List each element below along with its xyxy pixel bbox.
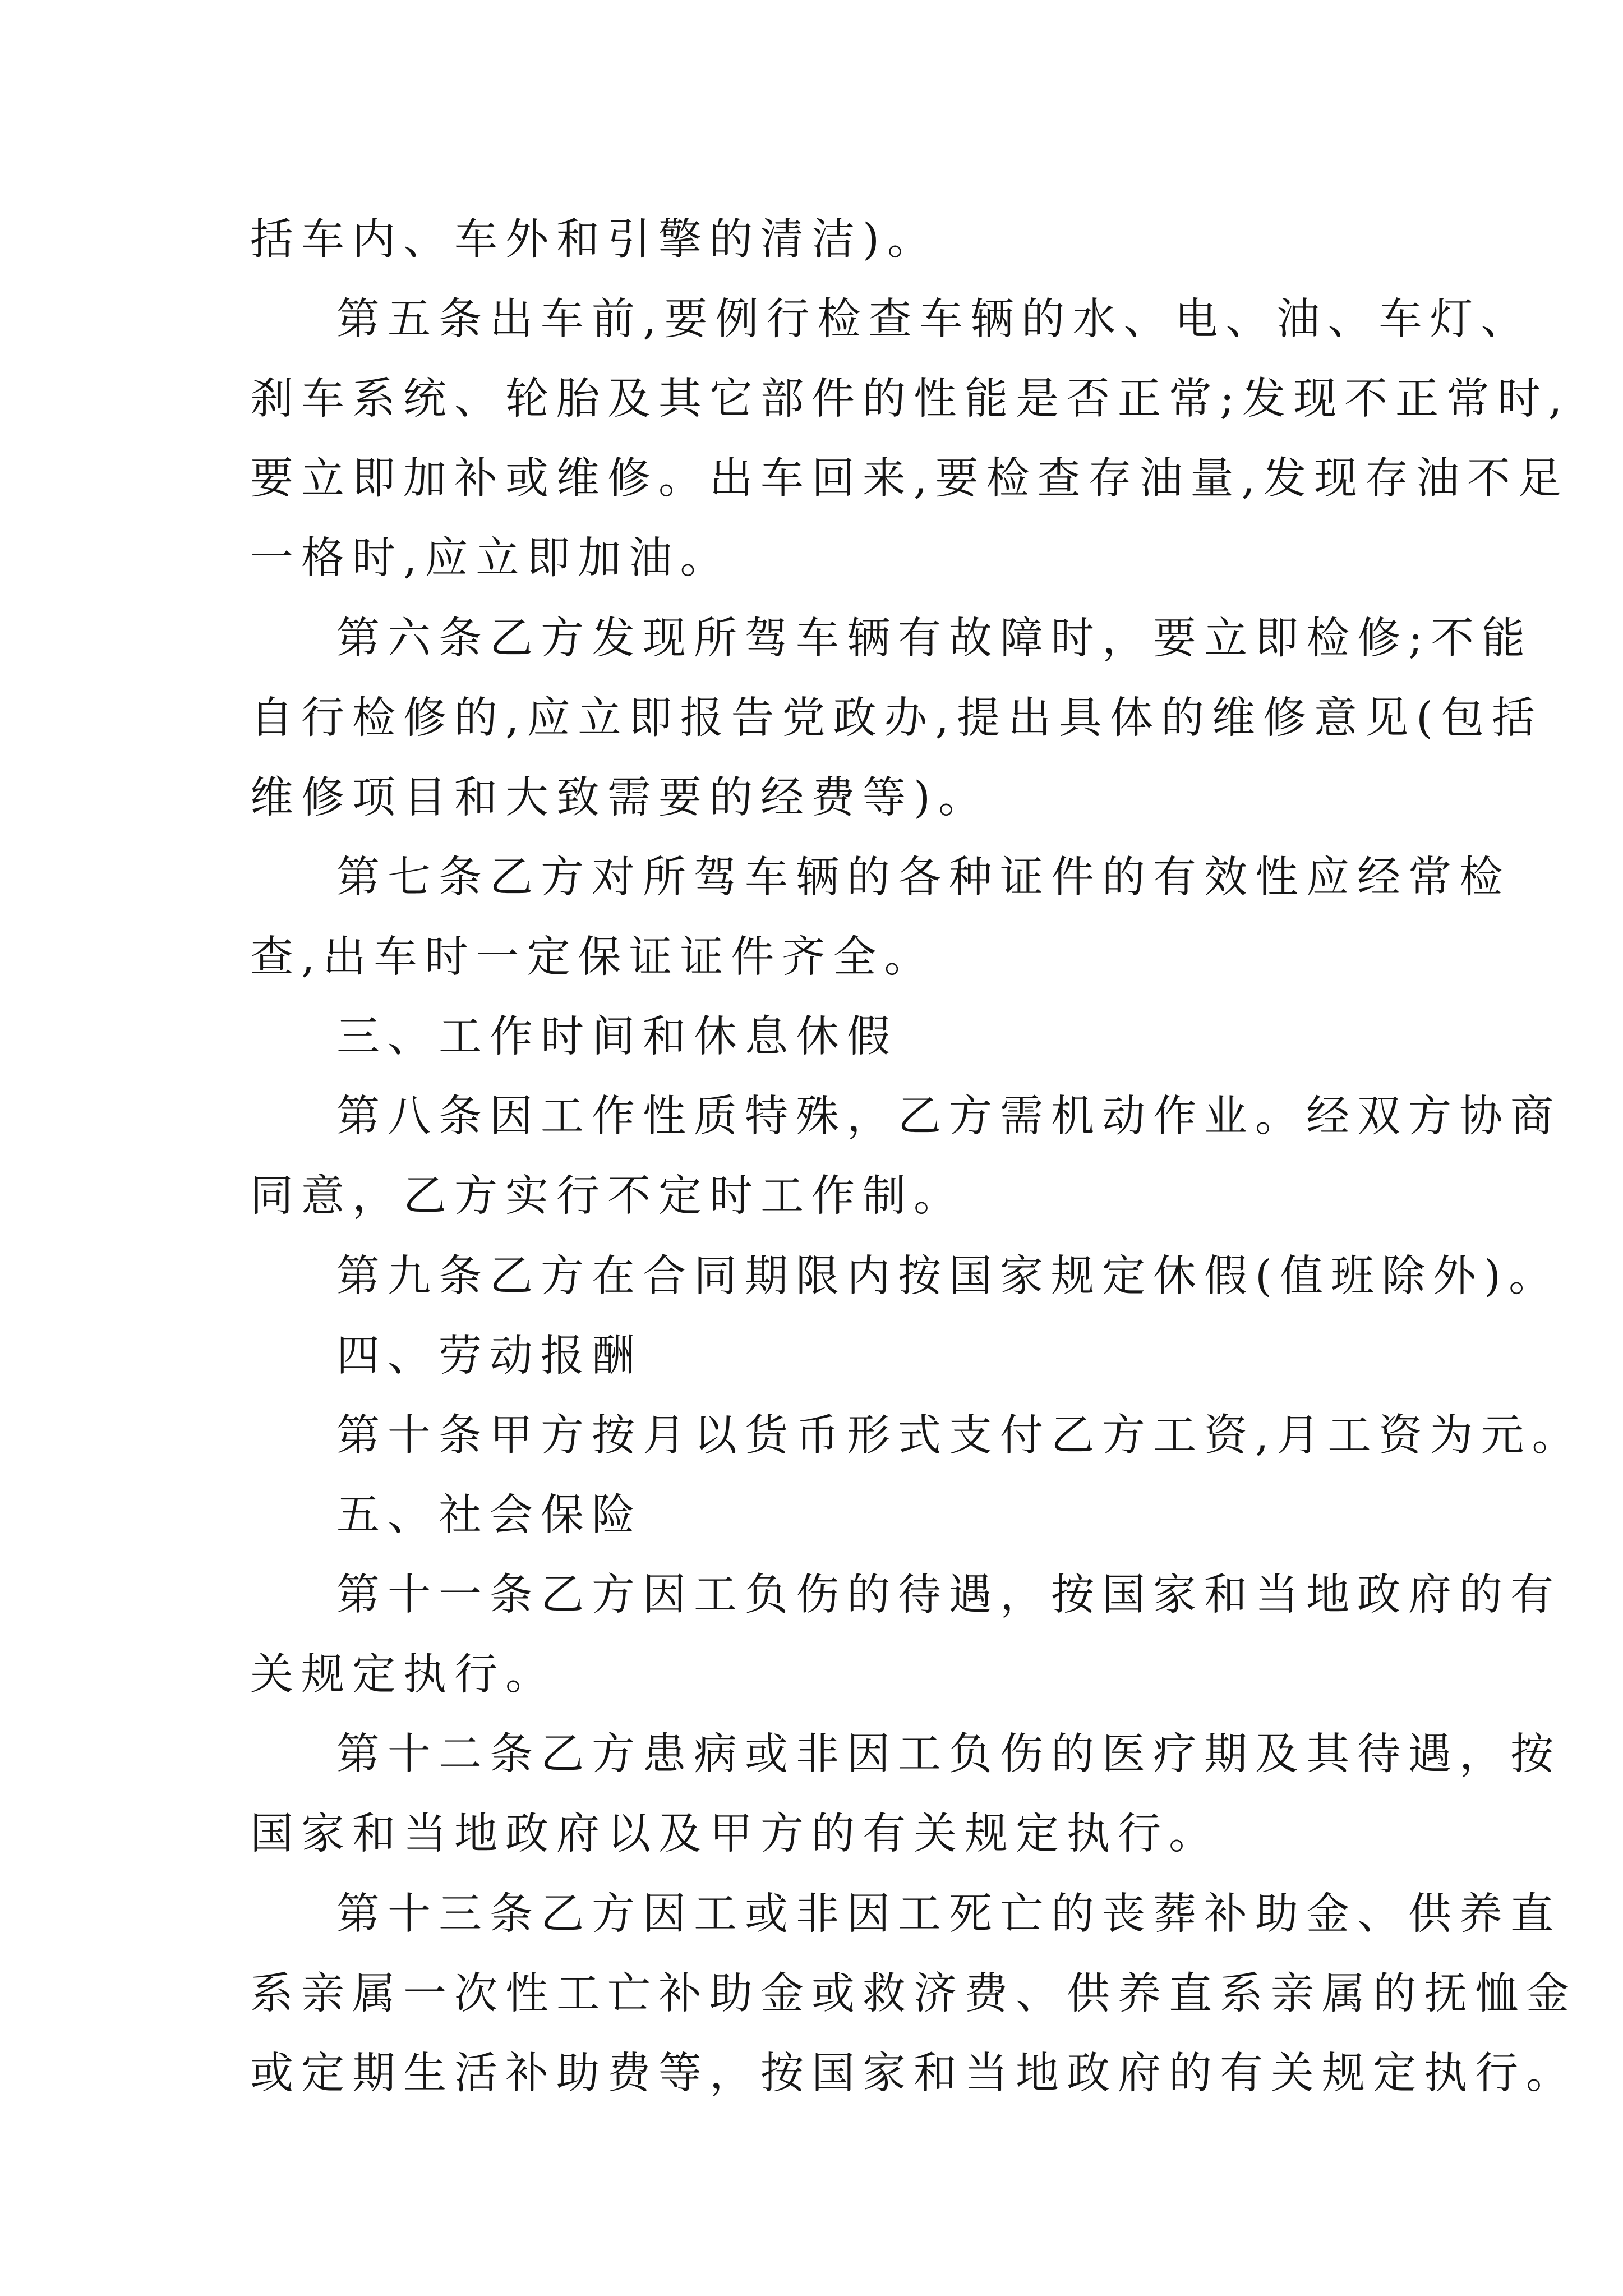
text-line: 或定期生活补助费等，按国家和当地政府的有关规定执行。 xyxy=(250,2049,1577,2099)
text-line: 第十条甲方按月以货币形式支付乙方工资,月工资为元。 xyxy=(336,1411,1583,1461)
text-line: 同意，乙方实行不定时工作制。 xyxy=(250,1171,965,1221)
text-line: 关规定执行。 xyxy=(250,1650,556,1700)
section-heading: 四、劳动报酬 xyxy=(336,1331,643,1381)
text-line: 一格时,应立即加油。 xyxy=(250,533,731,583)
text-line: 第十三条乙方因工或非因工死亡的丧葬补助金、供养直 xyxy=(336,1889,1561,1939)
text-line: 第六条乙方发现所驾车辆有故障时，要立即检修;不能 xyxy=(336,614,1533,664)
text-line: 第八条因工作性质特殊，乙方需机动作业。经双方协商 xyxy=(336,1092,1561,1142)
text-line: 要立即加补或维修。出车回来,要检查存油量,发现存油不足 xyxy=(250,454,1569,504)
text-line: 第五条出车前,要例行检查车辆的水、电、油、车灯、 xyxy=(336,295,1532,344)
text-line: 刹车系统、轮胎及其它部件的性能是否正常;发现不正常时, xyxy=(250,374,1570,424)
text-line: 系亲属一次性工亡补助金或救济费、供养直系亲属的抚恤金 xyxy=(250,1969,1577,2019)
text-line: 第九条乙方在合同期限内按国家规定休假(值班除外)。 xyxy=(336,1251,1560,1301)
text-line: 国家和当地政府以及甲方的有关规定执行。 xyxy=(250,1809,1220,1859)
section-heading: 五、社会保险 xyxy=(336,1490,643,1540)
text-line: 查,出车时一定保证证件齐全。 xyxy=(250,932,935,982)
text-line: 自行检修的,应立即报告党政办,提出具体的维修意见(包括 xyxy=(250,693,1543,743)
text-line: 第十二条乙方患病或非因工负伤的医疗期及其待遇，按 xyxy=(336,1729,1561,1779)
text-line: 第十一条乙方因工负伤的待遇，按国家和当地政府的有 xyxy=(336,1570,1561,1620)
text-line: 维修项目和大致需要的经费等)。 xyxy=(250,773,990,823)
text-line: 第七条乙方对所驾车辆的各种证件的有效性应经常检 xyxy=(336,853,1510,903)
section-heading: 三、工作时间和休息休假 xyxy=(336,1012,898,1062)
text-line: 括车内、车外和引擎的清洁)。 xyxy=(250,215,939,265)
